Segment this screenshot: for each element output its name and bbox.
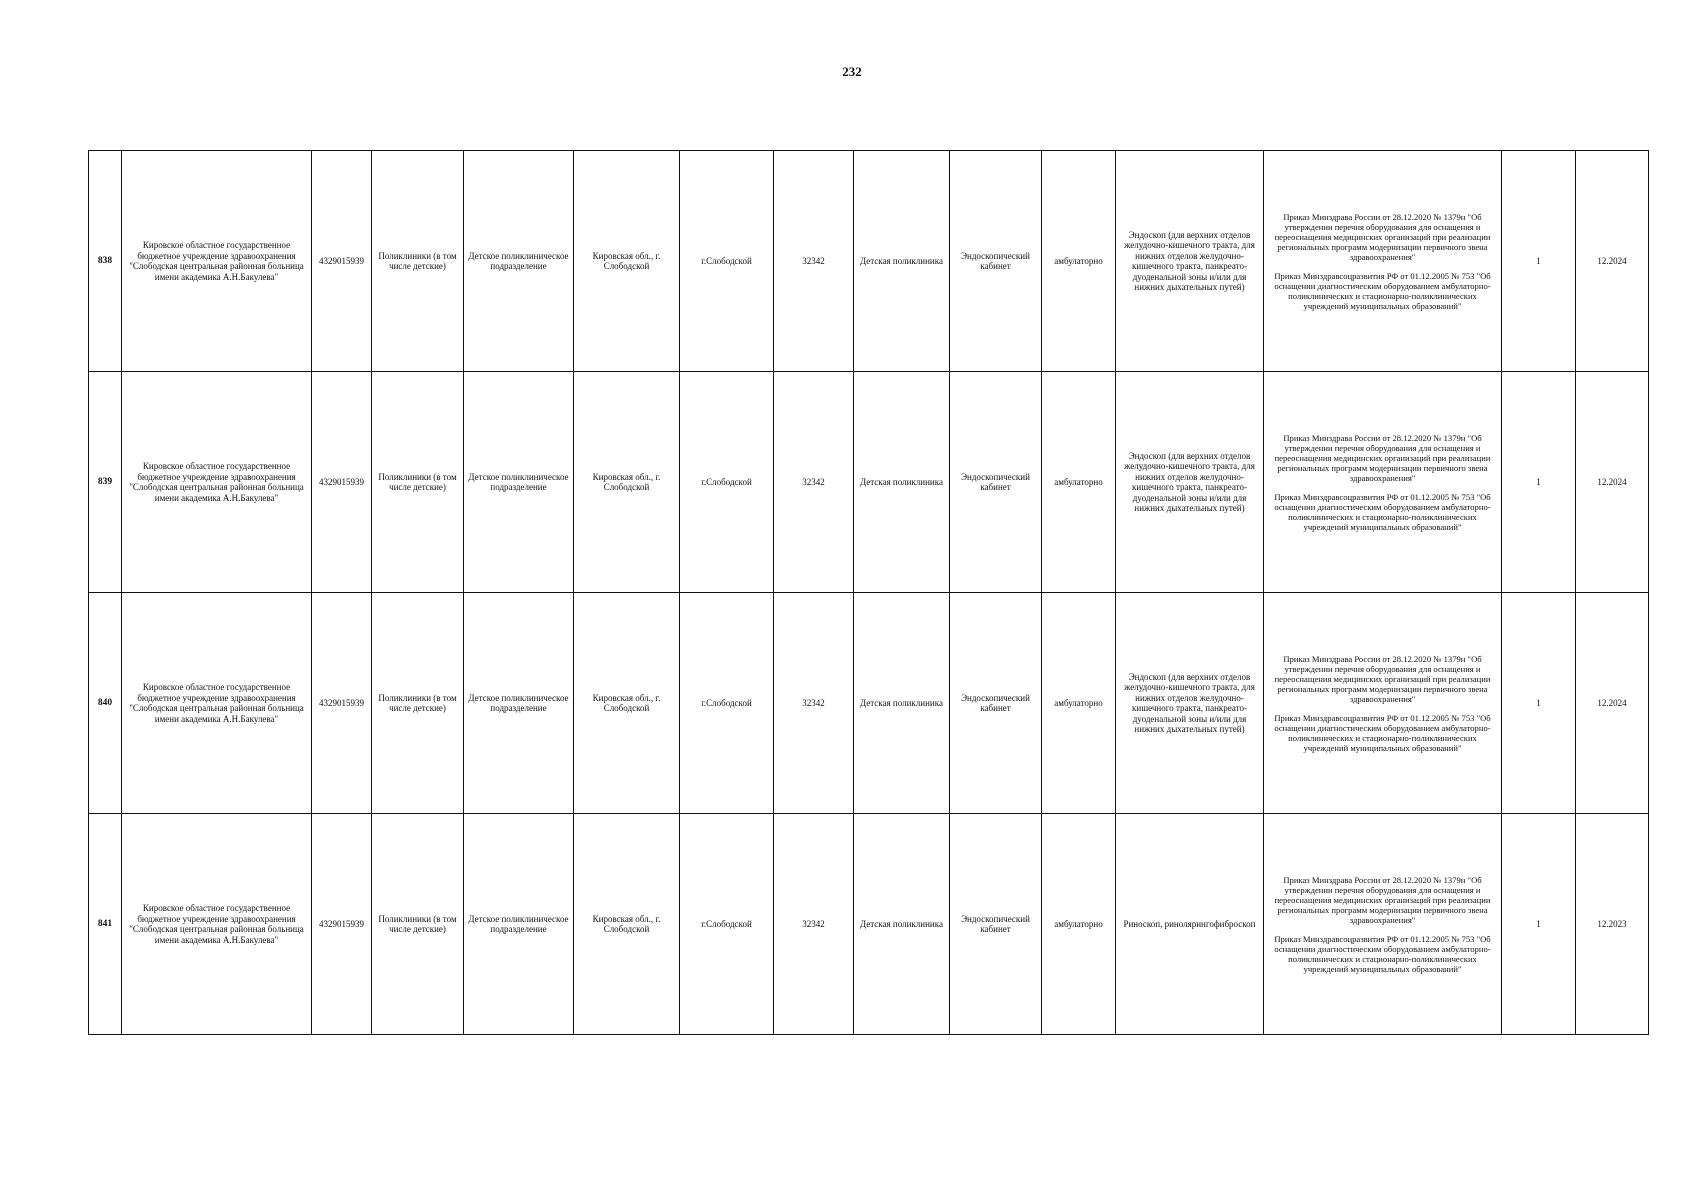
inn: 4329015939 [312,151,372,372]
city: г.Слободской [680,814,774,1035]
division: Детское поликлиническое подразделение [464,814,574,1035]
table-row [89,814,1649,1035]
facility-type: Поликлиники (в том числе детские) [372,151,464,372]
care-mode: амбулаторно [1042,151,1116,372]
legal-basis-order-1379n: Приказ Минздрава России от 28.12.2020 № 1379н "Об утверждении перечня оборудования для оснащения и переоснащения медицинских организаций при реализации региональных программ модернизации первичного звена здравоохранения" [1274,653,1491,704]
legal-basis [1264,151,1502,372]
equipment: Эндоскоп (для верхних отделов желудочно-кишечного тракта, для нижних отделов желудочно-кишечного тракта, панкреато-дуоденальной зоны и/или для нижних дыхательных путей) [1116,593,1264,814]
equipment: Эндоскоп (для верхних отделов желудочно-кишечного тракта, для нижних отделов желудочно-кишечного тракта, панкреато-дуоденальной зоны и/или для нижних дыхательных путей) [1116,372,1264,593]
legal-basis [1264,593,1502,814]
legal-basis-order-1379n: Приказ Минздрава России от 28.12.2020 № 1379н "Об утверждении перечня оборудования для оснащения и переоснащения медицинских организаций при реализации региональных программ модернизации первичного звена здравоохранения" [1274,432,1491,483]
equipment: Риноскоп, ринолярингофиброскоп [1116,814,1264,1035]
legal-basis-order-753: Приказ Минздравсоцразвития РФ от 01.12.2005 № 753 "Об оснащении диагностическим оборудованием амбулаторно-поликлинических и стационарно-поликлинических учреждений муниципальных образований" [1274,933,1491,974]
quantity: 1 [1502,814,1576,1035]
facility-type: Поликлиники (в том числе детские) [372,372,464,593]
cabinet: Эндоскопический кабинет [950,372,1042,593]
organization-name: Кировское областное государственное бюджетное учреждение здравоохранения "Слободская центральная районная больница имени академика А.Н.Бакулева" [122,372,312,593]
legal-basis-order-753: Приказ Минздравсоцразвития РФ от 01.12.2005 № 753 "Об оснащении диагностическим оборудованием амбулаторно-поликлинических и стационарно-поликлинических учреждений муниципальных образований" [1274,712,1491,753]
quantity: 1 [1502,593,1576,814]
code: 32342 [774,372,854,593]
facility-type: Поликлиники (в том числе детские) [372,814,464,1035]
address: Кировская обл., г. Слободской [574,593,680,814]
table-row [89,372,1649,593]
unit: Детская поликлиника [854,151,950,372]
due-date: 12.2023 [1576,814,1649,1035]
legal-basis-order-753: Приказ Минздравсоцразвития РФ от 01.12.2005 № 753 "Об оснащении диагностическим оборудованием амбулаторно-поликлинических и стационарно-поликлинических учреждений муниципальных образований" [1274,270,1491,311]
city: г.Слободской [680,593,774,814]
unit: Детская поликлиника [854,593,950,814]
care-mode: амбулаторно [1042,372,1116,593]
equipment-registry-table [88,150,1649,1035]
address: Кировская обл., г. Слободской [574,372,680,593]
table-row [89,151,1649,372]
unit: Детская поликлиника [854,372,950,593]
due-date: 12.2024 [1576,593,1649,814]
row-number: 840 [89,593,122,814]
inn: 4329015939 [312,814,372,1035]
row-number: 839 [89,372,122,593]
row-number: 841 [89,814,122,1035]
legal-basis [1264,814,1502,1035]
inn: 4329015939 [312,372,372,593]
cabinet: Эндоскопический кабинет [950,814,1042,1035]
division: Детское поликлиническое подразделение [464,593,574,814]
address: Кировская обл., г. Слободской [574,814,680,1035]
facility-type: Поликлиники (в том числе детские) [372,593,464,814]
organization-name: Кировское областное государственное бюджетное учреждение здравоохранения "Слободская центральная районная больница имени академика А.Н.Бакулева" [122,814,312,1035]
address: Кировская обл., г. Слободской [574,151,680,372]
quantity: 1 [1502,372,1576,593]
legal-basis-order-1379n: Приказ Минздрава России от 28.12.2020 № 1379н "Об утверждении перечня оборудования для оснащения и переоснащения медицинских организаций при реализации региональных программ модернизации первичного звена здравоохранения" [1274,874,1491,925]
division: Детское поликлиническое подразделение [464,151,574,372]
city: г.Слободской [680,372,774,593]
table-row [89,593,1649,814]
inn: 4329015939 [312,593,372,814]
row-number: 838 [89,151,122,372]
cabinet: Эндоскопический кабинет [950,593,1042,814]
code: 32342 [774,593,854,814]
division: Детское поликлиническое подразделение [464,372,574,593]
code: 32342 [774,814,854,1035]
care-mode: амбулаторно [1042,593,1116,814]
unit: Детская поликлиника [854,814,950,1035]
equipment: Эндоскоп (для верхних отделов желудочно-кишечного тракта, для нижних отделов желудочно-кишечного тракта, панкреато-дуоденальной зоны и/или для нижних дыхательных путей) [1116,151,1264,372]
care-mode: амбулаторно [1042,814,1116,1035]
legal-basis-order-1379n: Приказ Минздрава России от 28.12.2020 № 1379н "Об утверждении перечня оборудования для оснащения и переоснащения медицинских организаций при реализации региональных программ модернизации первичного звена здравоохранения" [1274,211,1491,262]
city: г.Слободской [680,151,774,372]
legal-basis [1264,372,1502,593]
due-date: 12.2024 [1576,151,1649,372]
due-date: 12.2024 [1576,372,1649,593]
code: 32342 [774,151,854,372]
page-number: 232 [842,64,862,79]
cabinet: Эндоскопический кабинет [950,151,1042,372]
quantity: 1 [1502,151,1576,372]
legal-basis-order-753: Приказ Минздравсоцразвития РФ от 01.12.2005 № 753 "Об оснащении диагностическим оборудованием амбулаторно-поликлинических и стационарно-поликлинических учреждений муниципальных образований" [1274,491,1491,532]
organization-name: Кировское областное государственное бюджетное учреждение здравоохранения "Слободская центральная районная больница имени академика А.Н.Бакулева" [122,593,312,814]
organization-name: Кировское областное государственное бюджетное учреждение здравоохранения "Слободская центральная районная больница имени академика А.Н.Бакулева" [122,151,312,372]
